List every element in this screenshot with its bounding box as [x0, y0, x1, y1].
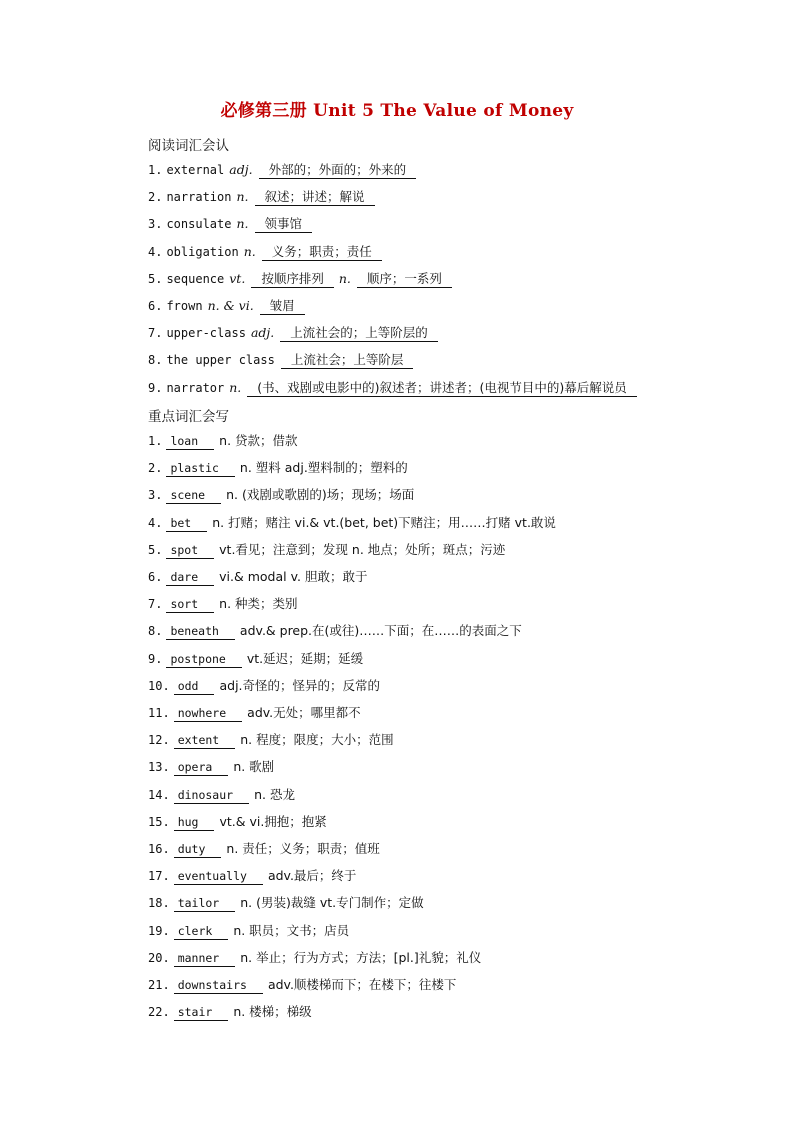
answer-blank: odd [174, 678, 215, 695]
section-heading-writing: 重点词汇会写 [148, 409, 229, 425]
item-number: 12. [148, 733, 170, 748]
list-item [148, 242, 382, 262]
item-number: 4. [148, 515, 163, 530]
answer-blank: eventually [174, 868, 263, 885]
list-item [148, 921, 349, 941]
answer-blank: postpone [166, 651, 241, 668]
item-number: 7. [148, 326, 163, 341]
list-item [148, 513, 556, 533]
item-number: 17. [148, 869, 170, 884]
item-number: 13. [148, 760, 170, 775]
word-meaning: n. 打赌；赌注 vi.& vt.(bet, bet)下赌注；用……打赌 vt.敢说 [212, 514, 556, 530]
part-of-speech: adj. [250, 325, 275, 341]
word-meaning: n. 种类；类别 [219, 596, 298, 612]
item-number: 9. [148, 380, 163, 395]
word-meaning: adv.无处；哪里都不 [247, 705, 361, 720]
word-meaning: n. 贷款；借款 [219, 433, 298, 448]
word-meaning: adv.& prep.在(或往)……下面；在……的表面之下 [239, 623, 522, 639]
vocab-word: narrator [166, 380, 225, 395]
answer-blank: plastic [166, 460, 234, 477]
answer-blank: loan [166, 433, 214, 450]
word-meaning: n. 塑料 adj.塑料制的；塑料的 [239, 460, 408, 476]
vocab-word: upper-class [166, 326, 246, 341]
item-number: 14. [148, 787, 170, 802]
part-of-speech: n. [229, 379, 242, 395]
item-number: 20. [148, 950, 170, 965]
item-number: 3. [148, 488, 163, 503]
vocab-word: frown [166, 299, 203, 313]
item-number: 9. [148, 651, 163, 666]
answer-blank: dinosaur [174, 787, 249, 804]
item-number: 21. [148, 978, 170, 992]
answer-blank: hug [174, 814, 215, 831]
answer-blank: beneath [166, 623, 234, 640]
word-meaning: n. 责任；义务；职责；值班 [226, 841, 380, 856]
word-meaning: n. 职员；文书；店员 [233, 922, 350, 938]
word-meaning: adv.最后；终于 [267, 868, 357, 884]
word-meaning: n. (戏剧或歌剧的)场；现场；场面 [226, 487, 415, 503]
vocab-word: sequence [166, 271, 225, 286]
answer-blank: downstairs [174, 977, 263, 994]
list-item [148, 893, 424, 913]
list-item [148, 703, 361, 723]
word-meaning: vt.看见；注意到；发现 n. 地点；处所；斑点；污迹 [219, 541, 506, 557]
part-of-speech: n. [236, 189, 249, 205]
item-number: 8. [148, 624, 163, 639]
list-item [148, 540, 505, 560]
list-item [148, 839, 380, 859]
item-number: 6. [148, 299, 163, 313]
answer-blank: spot [166, 542, 214, 559]
answer-blank: 皱眉 [260, 298, 305, 315]
answer-blank: tailor [174, 895, 236, 912]
item-number: 7. [148, 597, 163, 612]
list-item [148, 621, 522, 641]
list-item [148, 378, 637, 398]
answer-blank: nowhere [174, 705, 242, 722]
part-of-speech: n. & vi. [207, 298, 254, 313]
answer-blank: 领事馆 [255, 216, 313, 233]
item-number: 10. [148, 678, 170, 693]
item-number: 2. [148, 461, 163, 476]
answer-blank: duty [174, 841, 222, 858]
list-item [148, 812, 327, 832]
answer-blank: 顺序；一系列 [357, 271, 452, 288]
list-item [148, 785, 295, 805]
answer-blank: 上流社会的；上等阶层的 [280, 325, 438, 342]
item-number: 5. [148, 271, 163, 286]
vocab-word: external [166, 163, 225, 177]
item-number: 3. [148, 217, 163, 232]
answer-blank: bet [166, 515, 207, 532]
answer-blank: sort [166, 596, 214, 613]
item-number: 18. [148, 896, 170, 911]
part-of-speech: vt. [229, 270, 246, 286]
vocab-word: consulate [166, 217, 232, 232]
item-number: 6. [148, 570, 163, 584]
list-item [148, 649, 363, 669]
answer-blank: stair [174, 1004, 229, 1021]
item-number: 19. [148, 923, 170, 938]
item-number: 15. [148, 814, 170, 829]
answer-blank: 上流社会；上等阶层 [281, 352, 414, 369]
list-item [148, 594, 298, 614]
word-meaning: n. 楼梯；梯级 [233, 1004, 312, 1020]
word-meaning: n. 恐龙 [254, 786, 295, 802]
answer-blank: scene [166, 487, 221, 504]
section-heading-reading: 阅读词汇会认 [148, 138, 229, 154]
list-item [148, 350, 413, 370]
page-title: 必修第三册 Unit 5 The Value of Money [220, 101, 574, 121]
list-item [148, 323, 438, 343]
list-item [148, 296, 305, 316]
word-meaning: n. (男装)裁缝 vt.专门制作；定做 [240, 895, 424, 911]
item-number: 1. [148, 163, 163, 177]
word-meaning: vt.& vi.拥抱；抱紧 [219, 813, 327, 829]
answer-blank: (书、戏剧或电影中的)叙述者；讲述者；(电视节目中的)幕后解说员 [247, 380, 637, 397]
answer-blank: 按顺序排列 [251, 271, 334, 288]
list-item [148, 730, 394, 750]
list-item [148, 431, 298, 451]
list-item [148, 676, 380, 696]
word-meaning: adv.顺楼梯而下；在楼下；往楼下 [267, 977, 457, 992]
part-of-speech: adj. [229, 162, 253, 177]
part-of-speech: n. [236, 216, 249, 232]
item-number: 5. [148, 542, 163, 557]
answer-blank: extent [174, 732, 236, 749]
word-meaning: adj.奇怪的；怪异的；反常的 [219, 677, 381, 693]
list-item [148, 458, 408, 478]
list-item [148, 269, 452, 289]
list-item [148, 567, 367, 587]
list-item [148, 757, 274, 777]
vocab-word: narration [166, 190, 232, 205]
answer-blank: 叙述；讲述；解说 [255, 189, 375, 206]
item-number: 1. [148, 434, 163, 448]
vocab-word: the upper class [166, 353, 275, 368]
item-number: 22. [148, 1005, 170, 1020]
item-number: 4. [148, 244, 163, 259]
list-item [148, 214, 312, 234]
item-number: 11. [148, 706, 170, 720]
list-item [148, 948, 481, 968]
list-item [148, 1002, 312, 1022]
item-number: 8. [148, 353, 163, 368]
list-item [148, 160, 416, 180]
item-number: 16. [148, 842, 170, 856]
answer-blank: dare [166, 569, 214, 586]
word-meaning: vi.& modal v. 胆敢；敢于 [219, 569, 368, 584]
answer-blank: 义务；职责；责任 [262, 244, 382, 261]
word-meaning: n. 举止；行为方式；方法；[pl.]礼貌；礼仪 [240, 949, 482, 965]
answer-blank: 外部的；外面的；外来的 [259, 162, 417, 179]
answer-blank: clerk [174, 923, 229, 940]
list-item [148, 975, 456, 995]
list-item [148, 485, 414, 505]
word-meaning: vt.延迟；延期；延缓 [246, 650, 364, 666]
answer-blank: manner [174, 950, 236, 967]
item-number: 2. [148, 190, 163, 205]
list-item [148, 866, 356, 886]
list-item [148, 187, 375, 207]
word-meaning: n. 歌剧 [233, 759, 275, 775]
answer-blank: opera [174, 759, 229, 776]
vocab-word: obligation [166, 244, 239, 259]
part-of-speech: n. [243, 243, 256, 259]
part-of-speech: n. [338, 270, 351, 286]
word-meaning: n. 程度；限度；大小；范围 [240, 732, 394, 748]
